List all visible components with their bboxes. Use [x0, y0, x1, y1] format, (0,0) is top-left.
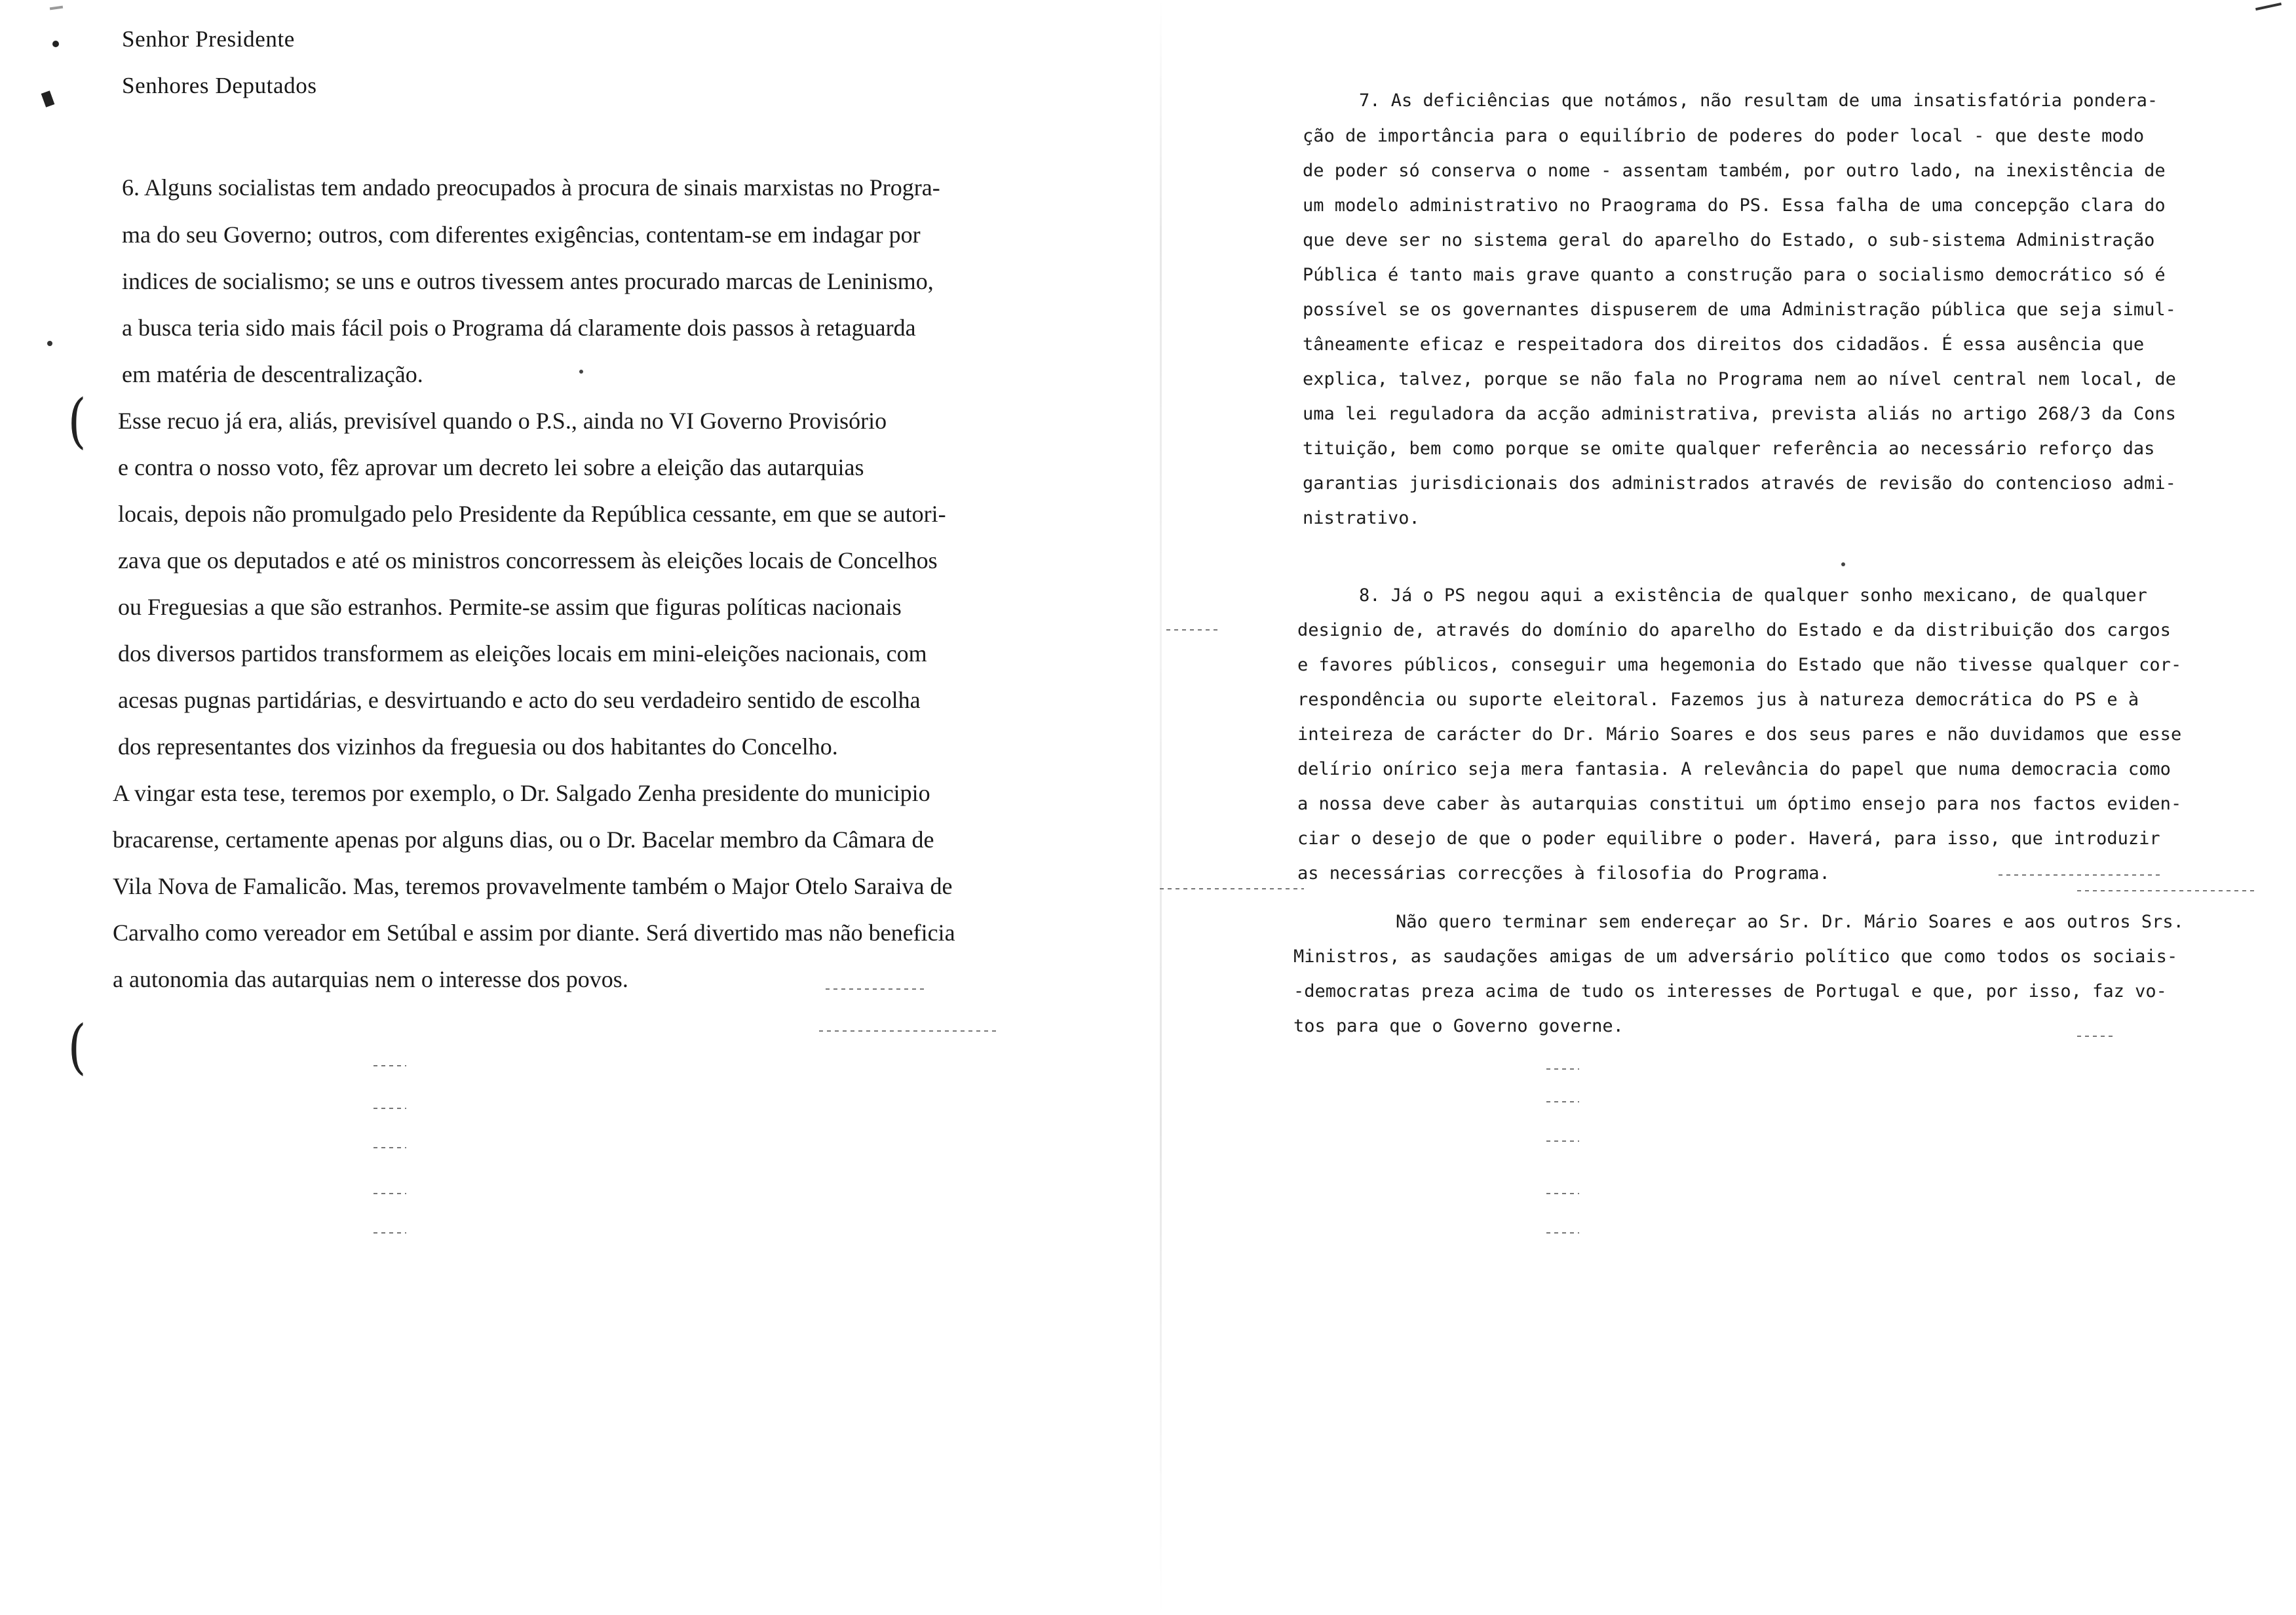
right-line: um modelo administrativo no Praograma do PS. Essa falha de uma concepção clara do: [1303, 195, 2166, 216]
left-line: em matéria de descentralização.: [122, 361, 423, 387]
margin-dot: [41, 90, 55, 107]
right-page: [1160, 0, 2296, 1615]
scan-artifact: [1999, 874, 2162, 876]
left-line: 6. Alguns socialistas tem andado preocupados à procura de sinais marxistas no Progra-: [122, 174, 940, 201]
right-line: inteireza de carácter do Dr. Mário Soares e dos seus pares e não duvidamos que esse: [1297, 724, 2182, 745]
right-line: explica, talvez, porque se não fala no Programa nem ao nível central nem local, de: [1303, 369, 2176, 389]
left-line: ou Freguesias a que são estranhos. Permite-se assim que figuras políticas nacionais: [118, 594, 902, 620]
left-line: Carvalho como vereador em Setúbal e assim por diante. Será divertido mas não beneficia: [113, 920, 955, 946]
margin-bracket: (: [67, 387, 86, 456]
scan-artifact: [373, 1232, 406, 1234]
right-line: Pública é tanto mais grave quanto a construção para o socialismo democrático só é: [1303, 265, 2166, 285]
right-line: que deve ser no sistema geral do aparelho do Estado, o sub-sistema Administração: [1303, 230, 2155, 250]
scan-artifact: [1546, 1193, 1579, 1194]
right-line: possível se os governantes dispuserem de uma Administração pública que seja simul-: [1303, 300, 2176, 320]
right-line: delírio onírico seja mera fantasia. A relevância do papel que numa democracia como: [1297, 759, 2171, 779]
right-line: ciar o desejo de que o poder equilibre o poder. Haverá, para isso, que introduzir: [1297, 828, 2160, 849]
scan-artifact: [2077, 1036, 2116, 1037]
scan-artifact: [1546, 1140, 1579, 1142]
stray-dot: [579, 370, 583, 374]
scan-artifact: [373, 1147, 406, 1148]
scan-artifact: [373, 1065, 406, 1066]
right-line: tos para que o Governo governe.: [1293, 1016, 1624, 1036]
right-line: Ministros, as saudações amigas de um adversário político que como todos os sociais-: [1293, 946, 2178, 967]
scan-artifact: [1546, 1068, 1579, 1070]
right-line: ção de importância para o equilíbrio de poderes do poder local - que deste modo: [1303, 126, 2145, 146]
right-line: designio de, através do domínio do aparelho do Estado e da distribuição dos cargos: [1297, 620, 2171, 640]
scan-artifact: [819, 1030, 996, 1032]
right-line: -democratas preza acima de tudo os interesses de Portugal e que, por isso, faz vo-: [1293, 981, 2167, 1002]
scan-artifact: [1546, 1232, 1579, 1234]
scan-artifact: [373, 1193, 406, 1194]
greeting-president: Senhor Presidente: [122, 26, 295, 52]
scan-artifact: [2077, 890, 2254, 891]
left-line: indices de socialismo; se uns e outros tivessem antes procurado marcas de Leninismo,: [122, 268, 934, 294]
right-line: uma lei reguladora da acção administrativa, prevista aliás no artigo 268/3 da Cons: [1303, 404, 2176, 424]
left-line: Esse recuo já era, aliás, previsível quando o P.S., ainda no VI Governo Provisório: [118, 408, 887, 434]
right-line: a nossa deve caber às autarquias constitui um óptimo ensejo para nos factos eviden-: [1297, 794, 2182, 814]
right-line: nistrativo.: [1303, 508, 1420, 528]
stray-dot: [1841, 562, 1845, 566]
margin-dot: [47, 341, 52, 346]
corner-tick: [2255, 3, 2282, 10]
right-line: respondência ou suporte eleitoral. Fazemos jus à natureza democrática do PS e à: [1297, 690, 2139, 710]
right-line: as necessárias correcções à filosofia do Programa.: [1297, 863, 1830, 884]
right-line: garantias jurisdicionais dos administrados através de revisão do contencioso admi-: [1303, 473, 2176, 494]
scan-artifact: [1546, 1101, 1579, 1102]
right-line: 7. As deficiências que notámos, não resultam de uma insatisfatória pondera-: [1359, 90, 2158, 111]
left-line: a busca teria sido mais fácil pois o Programa dá claramente dois passos à retaguarda: [122, 315, 916, 341]
margin-dot: [52, 41, 59, 47]
greeting-deputies: Senhores Deputados: [122, 73, 317, 98]
right-line: e favores públicos, conseguir uma hegemonia do Estado que não tivesse qualquer cor-: [1297, 655, 2182, 675]
right-line: tituição, bem como porque se omite qualquer referência ao necessário reforço das: [1303, 438, 2155, 459]
left-line: acesas pugnas partidárias, e desvirtuando e acto do seu verdadeiro sentido de escolha: [118, 687, 921, 713]
left-line: zava que os deputados e até os ministros concorressem às eleições locais de Concelhos: [118, 547, 938, 574]
left-line: ma do seu Governo; outros, com diferentes exigências, contentam-se em indagar por: [122, 222, 921, 248]
right-line: 8. Já o PS negou aqui a existência de qualquer sonho mexicano, de qualquer: [1359, 585, 2147, 606]
left-line: Vila Nova de Famalicão. Mas, teremos provavelmente também o Major Otelo Saraiva de: [113, 873, 953, 899]
scan-artifact: [826, 988, 924, 990]
left-line: dos diversos partidos transformem as eleições locais em mini-eleições nacionais, com: [118, 640, 927, 667]
scan-artifact: [373, 1108, 406, 1109]
left-line: e contra o nosso voto, fêz aprovar um decreto lei sobre a eleição das autarquias: [118, 454, 864, 480]
right-line: tâneamente eficaz e respeitadora dos direitos dos cidadãos. É essa ausência que: [1303, 334, 2145, 355]
margin-tick: [50, 6, 63, 10]
left-line: A vingar esta tese, teremos por exemplo, o Dr. Salgado Zenha presidente do municipio: [113, 780, 930, 806]
right-line: Não quero terminar sem endereçar ao Sr. Dr. Mário Soares e aos outros Srs.: [1396, 912, 2184, 932]
left-line: a autonomia das autarquias nem o interesse dos povos.: [113, 966, 628, 992]
left-line: locais, depois não promulgado pelo Presidente da República cessante, em que se autori-: [118, 501, 946, 527]
margin-bracket: (: [67, 1013, 86, 1081]
right-line: de poder só conserva o nome - assentam também, por outro lado, na inexistência de: [1303, 161, 2166, 181]
left-line: bracarense, certamente apenas por alguns dias, ou o Dr. Bacelar membro da Câmara de: [113, 827, 934, 853]
left-line: dos representantes dos vizinhos da freguesia ou dos habitantes do Concelho.: [118, 733, 838, 760]
